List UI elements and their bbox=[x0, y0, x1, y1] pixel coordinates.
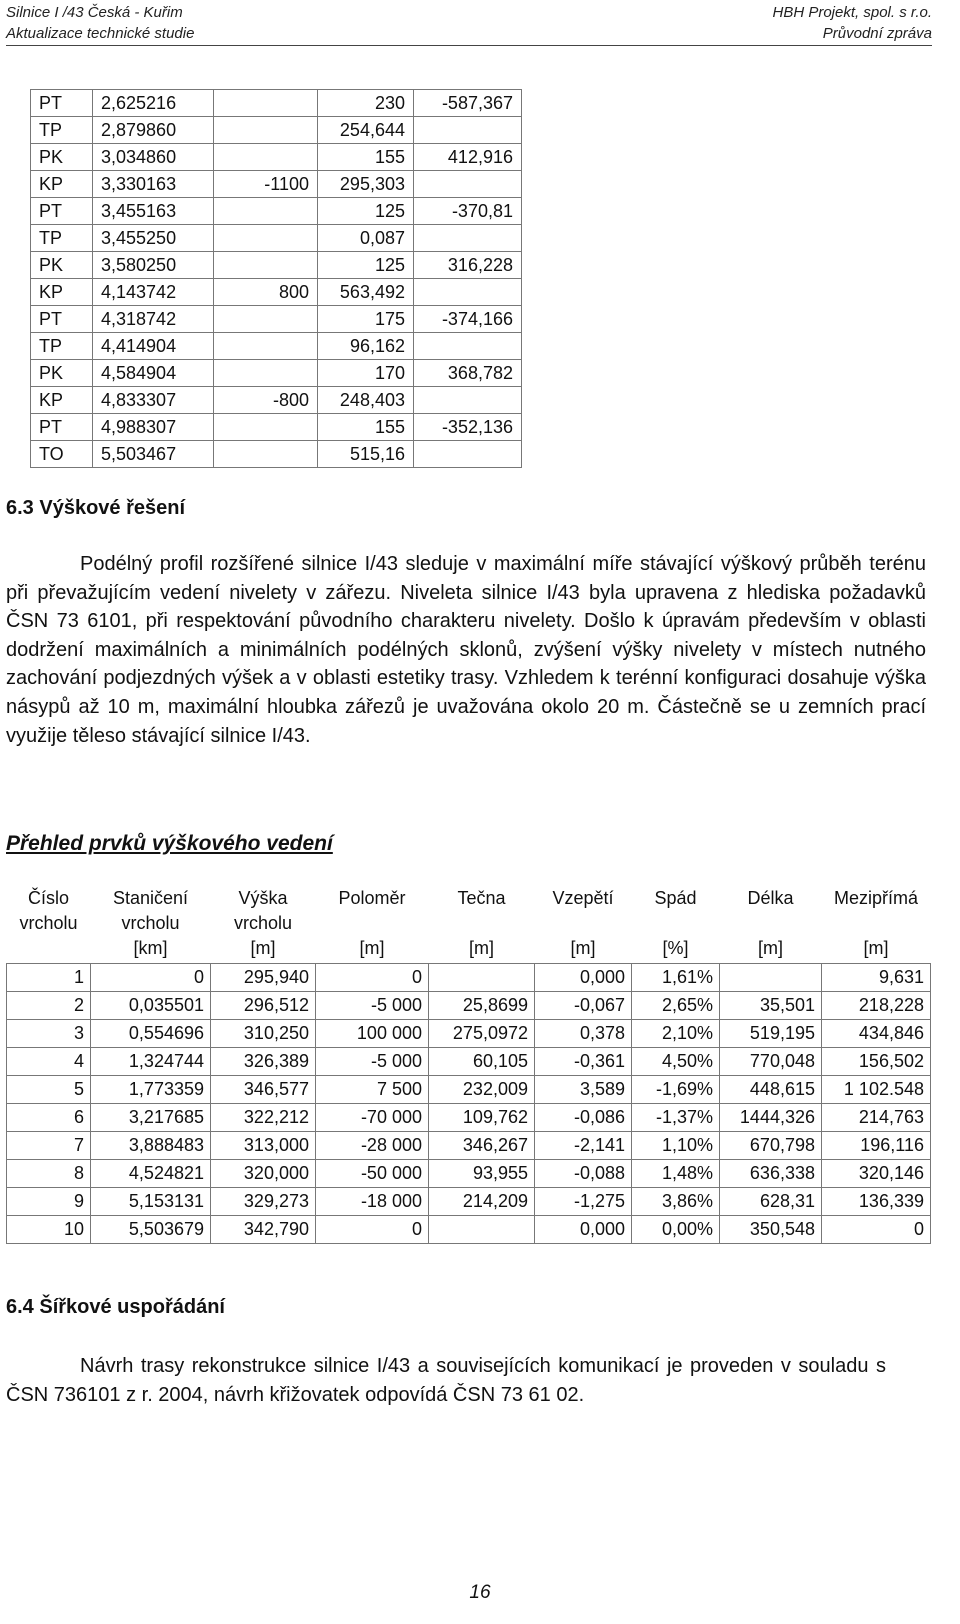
vertical-elements-heading: Přehled prvků výškového vedení bbox=[6, 832, 333, 855]
header-project-title: Silnice I /43 Česká - Kuřim bbox=[6, 4, 183, 21]
table-cell: 2,10% bbox=[632, 1020, 720, 1048]
curve-cell bbox=[414, 441, 522, 468]
curve-cell bbox=[214, 414, 318, 441]
column-header bbox=[822, 882, 931, 964]
curve-cell bbox=[214, 252, 318, 279]
curve-cell: KP bbox=[31, 171, 93, 198]
curve-cell: 125 bbox=[318, 198, 414, 225]
table-cell bbox=[429, 1216, 535, 1244]
column-header-line bbox=[634, 911, 718, 936]
table-row bbox=[7, 964, 931, 992]
table-cell: 0 bbox=[91, 964, 211, 992]
table-row bbox=[7, 1188, 931, 1216]
curve-cell bbox=[414, 279, 522, 306]
table-cell: 4,524821 bbox=[91, 1160, 211, 1188]
curve-row bbox=[31, 333, 522, 360]
table-cell: 1 102.548 bbox=[822, 1076, 931, 1104]
table-cell: -28 000 bbox=[316, 1132, 429, 1160]
vertical-table-body bbox=[7, 882, 931, 1244]
table-cell: 6 bbox=[7, 1104, 91, 1132]
table-cell: 350,548 bbox=[720, 1216, 822, 1244]
curve-cell: 5,503467 bbox=[93, 441, 214, 468]
column-header-line bbox=[9, 936, 89, 961]
table-cell: 196,116 bbox=[822, 1132, 931, 1160]
table-cell: 93,955 bbox=[429, 1160, 535, 1188]
table-cell: 1,48% bbox=[632, 1160, 720, 1188]
column-header bbox=[7, 882, 91, 964]
table-header-row bbox=[7, 882, 931, 964]
curve-cell: -587,367 bbox=[414, 90, 522, 117]
table-cell: 342,790 bbox=[211, 1216, 316, 1244]
table-cell: 346,267 bbox=[429, 1132, 535, 1160]
table-row bbox=[7, 1104, 931, 1132]
section-6-3-paragraph: Podélný profil rozšířené silnice I/43 sleduje v maximální míře stávající výškový průběh terénu při převažujícím vedení nivelety v zářezu. Niveleta silnice I/43 byla upravena z hlediska požadavků ČSN 73 6101, při respektování původního charakteru nivelety. Došlo k úpravám především v oblasti dodržení maximálních a minimálních podélných sklonů, zvýšení výšky nivelety v místech nutného zachování podjezdných výšek a v oblasti estetiky trasy. Vzhledem k terénní konfiguraci dosahuje výška násypů až 10 m, maximální hloubka zářezů je uvažována okolo 20 m. Částečně se u zemních prací využije těleso stávající silnice I/43. bbox=[6, 553, 926, 747]
curve-cell: 170 bbox=[318, 360, 414, 387]
column-header-line: Vzepětí bbox=[552, 888, 614, 908]
column-header bbox=[429, 882, 535, 964]
table-cell: 3,217685 bbox=[91, 1104, 211, 1132]
table-cell: 0,378 bbox=[535, 1020, 632, 1048]
curve-row bbox=[31, 441, 522, 468]
table-cell: 0,00% bbox=[632, 1216, 720, 1244]
curve-row bbox=[31, 225, 522, 252]
table-cell: 313,000 bbox=[211, 1132, 316, 1160]
table-cell: 310,250 bbox=[211, 1020, 316, 1048]
table-cell: 1,773359 bbox=[91, 1076, 211, 1104]
column-header bbox=[720, 882, 822, 964]
table-cell: 218,228 bbox=[822, 992, 931, 1020]
table-cell: -50 000 bbox=[316, 1160, 429, 1188]
column-header-line bbox=[722, 911, 820, 936]
table-cell: 7 bbox=[7, 1132, 91, 1160]
header-divider bbox=[6, 45, 932, 46]
curve-cell: 2,879860 bbox=[93, 117, 214, 144]
curve-table-body bbox=[31, 90, 522, 468]
column-header-line: [km] bbox=[133, 938, 168, 958]
table-cell: 320,000 bbox=[211, 1160, 316, 1188]
curve-cell: 155 bbox=[318, 144, 414, 171]
table-cell: 329,273 bbox=[211, 1188, 316, 1216]
table-cell: 628,31 bbox=[720, 1188, 822, 1216]
table-cell: 320,146 bbox=[822, 1160, 931, 1188]
table-cell: 326,389 bbox=[211, 1048, 316, 1076]
table-row bbox=[7, 1076, 931, 1104]
curve-cell bbox=[214, 144, 318, 171]
table-cell: 0,554696 bbox=[91, 1020, 211, 1048]
table-cell: 275,0972 bbox=[429, 1020, 535, 1048]
header-document-type: Aktualizace technické studie bbox=[6, 25, 195, 42]
header-report-name: Průvodní zpráva bbox=[822, 25, 932, 42]
curve-cell: 175 bbox=[318, 306, 414, 333]
curve-row bbox=[31, 306, 522, 333]
curve-row bbox=[31, 90, 522, 117]
column-header-line: Poloměr bbox=[338, 888, 406, 908]
curve-cell: PT bbox=[31, 414, 93, 441]
curve-cell: TP bbox=[31, 333, 93, 360]
curve-cell: 3,034860 bbox=[93, 144, 214, 171]
table-cell: 0,000 bbox=[535, 964, 632, 992]
table-row bbox=[7, 1048, 931, 1076]
table-cell: 9,631 bbox=[822, 964, 931, 992]
curve-row bbox=[31, 360, 522, 387]
column-header-line: [m] bbox=[863, 938, 889, 958]
curve-cell: 3,330163 bbox=[93, 171, 214, 198]
column-header-line: Mezipřímá bbox=[833, 888, 918, 908]
table-cell: 4,50% bbox=[632, 1048, 720, 1076]
column-header-line bbox=[431, 911, 533, 936]
curve-cell: 515,16 bbox=[318, 441, 414, 468]
table-cell: 9 bbox=[7, 1188, 91, 1216]
curve-cell bbox=[414, 387, 522, 414]
table-row bbox=[7, 1132, 931, 1160]
table-row bbox=[7, 1160, 931, 1188]
column-header bbox=[91, 882, 211, 964]
curve-row bbox=[31, 171, 522, 198]
table-cell: 0,035501 bbox=[91, 992, 211, 1020]
table-cell: 346,577 bbox=[211, 1076, 316, 1104]
table-cell: 0,000 bbox=[535, 1216, 632, 1244]
page-number: 16 bbox=[469, 1582, 491, 1603]
curve-cell bbox=[214, 441, 318, 468]
curve-cell bbox=[214, 333, 318, 360]
table-cell: -70 000 bbox=[316, 1104, 429, 1132]
header-left bbox=[6, 2, 194, 44]
curve-cell: 368,782 bbox=[414, 360, 522, 387]
table-cell: 232,009 bbox=[429, 1076, 535, 1104]
column-header-line: [%] bbox=[662, 938, 689, 958]
table-cell: -1,69% bbox=[632, 1076, 720, 1104]
table-cell: -1,37% bbox=[632, 1104, 720, 1132]
curve-cell bbox=[214, 225, 318, 252]
curve-row bbox=[31, 279, 522, 306]
column-header-line: Číslo bbox=[27, 888, 69, 908]
curve-cell: PK bbox=[31, 360, 93, 387]
table-cell: 214,209 bbox=[429, 1188, 535, 1216]
curve-cell bbox=[414, 225, 522, 252]
column-header-line: Staničení bbox=[112, 888, 189, 908]
vertical-alignment-table bbox=[6, 882, 931, 1244]
table-cell: 5,503679 bbox=[91, 1216, 211, 1244]
curve-cell: 4,988307 bbox=[93, 414, 214, 441]
curve-cell: 96,162 bbox=[318, 333, 414, 360]
curve-cell: 412,916 bbox=[414, 144, 522, 171]
curve-cell bbox=[214, 306, 318, 333]
column-header bbox=[316, 882, 429, 964]
table-cell: 3 bbox=[7, 1020, 91, 1048]
table-cell: 100 000 bbox=[316, 1020, 429, 1048]
table-row bbox=[7, 1020, 931, 1048]
curve-cell: 800 bbox=[214, 279, 318, 306]
curve-cell: KP bbox=[31, 387, 93, 414]
table-cell: -5 000 bbox=[316, 1048, 429, 1076]
curve-cell: TO bbox=[31, 441, 93, 468]
curve-row bbox=[31, 117, 522, 144]
column-header bbox=[632, 882, 720, 964]
table-cell: -2,141 bbox=[535, 1132, 632, 1160]
column-header-line: [m] bbox=[758, 938, 783, 958]
curve-cell: 248,403 bbox=[318, 387, 414, 414]
curve-row bbox=[31, 198, 522, 225]
table-cell: 8 bbox=[7, 1160, 91, 1188]
curve-row bbox=[31, 144, 522, 171]
curve-cell: 125 bbox=[318, 252, 414, 279]
curve-cell: -352,136 bbox=[414, 414, 522, 441]
table-cell bbox=[429, 964, 535, 992]
table-cell: 295,940 bbox=[211, 964, 316, 992]
curve-cell: TP bbox=[31, 225, 93, 252]
table-cell: 1,10% bbox=[632, 1132, 720, 1160]
column-header bbox=[211, 882, 316, 964]
curve-cell: 563,492 bbox=[318, 279, 414, 306]
table-cell: 0 bbox=[316, 1216, 429, 1244]
column-header-line: [m] bbox=[250, 938, 276, 958]
table-cell: 296,512 bbox=[211, 992, 316, 1020]
table-cell: 770,048 bbox=[720, 1048, 822, 1076]
table-cell: 10 bbox=[7, 1216, 91, 1244]
table-cell: -0,086 bbox=[535, 1104, 632, 1132]
column-header-line bbox=[824, 911, 929, 936]
table-cell: 3,888483 bbox=[91, 1132, 211, 1160]
table-cell: 636,338 bbox=[720, 1160, 822, 1188]
table-cell: -5 000 bbox=[316, 992, 429, 1020]
column-header-line: Výška bbox=[238, 888, 288, 908]
table-cell: 1444,326 bbox=[720, 1104, 822, 1132]
table-cell: 5,153131 bbox=[91, 1188, 211, 1216]
table-cell: 1 bbox=[7, 964, 91, 992]
curve-cell: 3,580250 bbox=[93, 252, 214, 279]
curve-cell bbox=[414, 333, 522, 360]
table-cell: 35,501 bbox=[720, 992, 822, 1020]
curve-cell bbox=[214, 198, 318, 225]
table-cell: 519,195 bbox=[720, 1020, 822, 1048]
section-6-4-paragraph: Návrh trasy rekonstrukce silnice I/43 a souvisejících komunikací je proveden v souladu s ČSN 736101 z r. 2004, návrh křižovatek odpovídá ČSN 73 61 02. bbox=[6, 1355, 886, 1406]
curve-cell: 316,228 bbox=[414, 252, 522, 279]
horizontal-curve-table bbox=[30, 89, 522, 468]
curve-cell: -1100 bbox=[214, 171, 318, 198]
header-right bbox=[773, 2, 933, 44]
column-header bbox=[535, 882, 632, 964]
curve-cell: -800 bbox=[214, 387, 318, 414]
column-header-line: vrcholu bbox=[233, 913, 293, 933]
curve-cell: 295,303 bbox=[318, 171, 414, 198]
column-header-line: [m] bbox=[570, 938, 596, 958]
curve-cell: 4,143742 bbox=[93, 279, 214, 306]
curve-cell: 254,644 bbox=[318, 117, 414, 144]
curve-cell: 4,414904 bbox=[93, 333, 214, 360]
column-header-line: Tečna bbox=[457, 888, 506, 908]
curve-cell: 3,455163 bbox=[93, 198, 214, 225]
curve-cell bbox=[214, 90, 318, 117]
column-header-line bbox=[537, 911, 630, 936]
curve-cell: -370,81 bbox=[414, 198, 522, 225]
table-row bbox=[7, 1216, 931, 1244]
curve-row bbox=[31, 387, 522, 414]
curve-cell: 4,833307 bbox=[93, 387, 214, 414]
table-cell: 1,324744 bbox=[91, 1048, 211, 1076]
column-header-line: Spád bbox=[654, 888, 697, 908]
curve-cell: TP bbox=[31, 117, 93, 144]
curve-cell bbox=[414, 171, 522, 198]
curve-cell: PT bbox=[31, 306, 93, 333]
column-header-line: [m] bbox=[469, 938, 494, 958]
table-cell: 448,615 bbox=[720, 1076, 822, 1104]
curve-row bbox=[31, 252, 522, 279]
table-cell: -0,067 bbox=[535, 992, 632, 1020]
table-row bbox=[7, 992, 931, 1020]
table-cell: 2,65% bbox=[632, 992, 720, 1020]
curve-cell: 4,318742 bbox=[93, 306, 214, 333]
curve-cell bbox=[414, 117, 522, 144]
curve-cell: 3,455250 bbox=[93, 225, 214, 252]
column-header-line: vrcholu bbox=[19, 913, 78, 933]
table-cell: 7 500 bbox=[316, 1076, 429, 1104]
table-cell: 434,846 bbox=[822, 1020, 931, 1048]
table-cell: -0,088 bbox=[535, 1160, 632, 1188]
table-cell: 1,61% bbox=[632, 964, 720, 992]
table-cell: 3,589 bbox=[535, 1076, 632, 1104]
curve-cell bbox=[214, 117, 318, 144]
table-cell: 322,212 bbox=[211, 1104, 316, 1132]
curve-cell: PT bbox=[31, 198, 93, 225]
curve-cell: PT bbox=[31, 90, 93, 117]
column-header-line: Délka bbox=[747, 888, 794, 908]
section-6-3-heading: 6.3 Výškové řešení bbox=[6, 497, 186, 519]
section-6-4-heading: 6.4 Šířkové uspořádání bbox=[6, 1296, 225, 1318]
table-cell: 156,502 bbox=[822, 1048, 931, 1076]
table-cell: 60,105 bbox=[429, 1048, 535, 1076]
header-company: HBH Projekt, spol. s r.o. bbox=[772, 4, 932, 21]
curve-cell: KP bbox=[31, 279, 93, 306]
table-cell: 0 bbox=[822, 1216, 931, 1244]
curve-cell bbox=[214, 360, 318, 387]
table-cell: 3,86% bbox=[632, 1188, 720, 1216]
curve-cell: 0,087 bbox=[318, 225, 414, 252]
table-cell: 670,798 bbox=[720, 1132, 822, 1160]
curve-cell: 155 bbox=[318, 414, 414, 441]
table-cell: -0,361 bbox=[535, 1048, 632, 1076]
table-cell: 2 bbox=[7, 992, 91, 1020]
table-cell: -1,275 bbox=[535, 1188, 632, 1216]
curve-cell: PK bbox=[31, 144, 93, 171]
column-header-line: vrcholu bbox=[121, 913, 180, 933]
column-header-line: [m] bbox=[359, 938, 385, 958]
table-cell bbox=[720, 964, 822, 992]
table-cell: 109,762 bbox=[429, 1104, 535, 1132]
table-cell: 136,339 bbox=[822, 1188, 931, 1216]
curve-row bbox=[31, 414, 522, 441]
table-cell: 5 bbox=[7, 1076, 91, 1104]
table-cell: 0 bbox=[316, 964, 429, 992]
table-cell: 214,763 bbox=[822, 1104, 931, 1132]
table-cell: -18 000 bbox=[316, 1188, 429, 1216]
table-cell: 25,8699 bbox=[429, 992, 535, 1020]
curve-cell: 2,625216 bbox=[93, 90, 214, 117]
curve-cell: 230 bbox=[318, 90, 414, 117]
curve-cell: 4,584904 bbox=[93, 360, 214, 387]
curve-cell: PK bbox=[31, 252, 93, 279]
column-header-line bbox=[318, 911, 427, 936]
table-cell: 4 bbox=[7, 1048, 91, 1076]
curve-cell: -374,166 bbox=[414, 306, 522, 333]
